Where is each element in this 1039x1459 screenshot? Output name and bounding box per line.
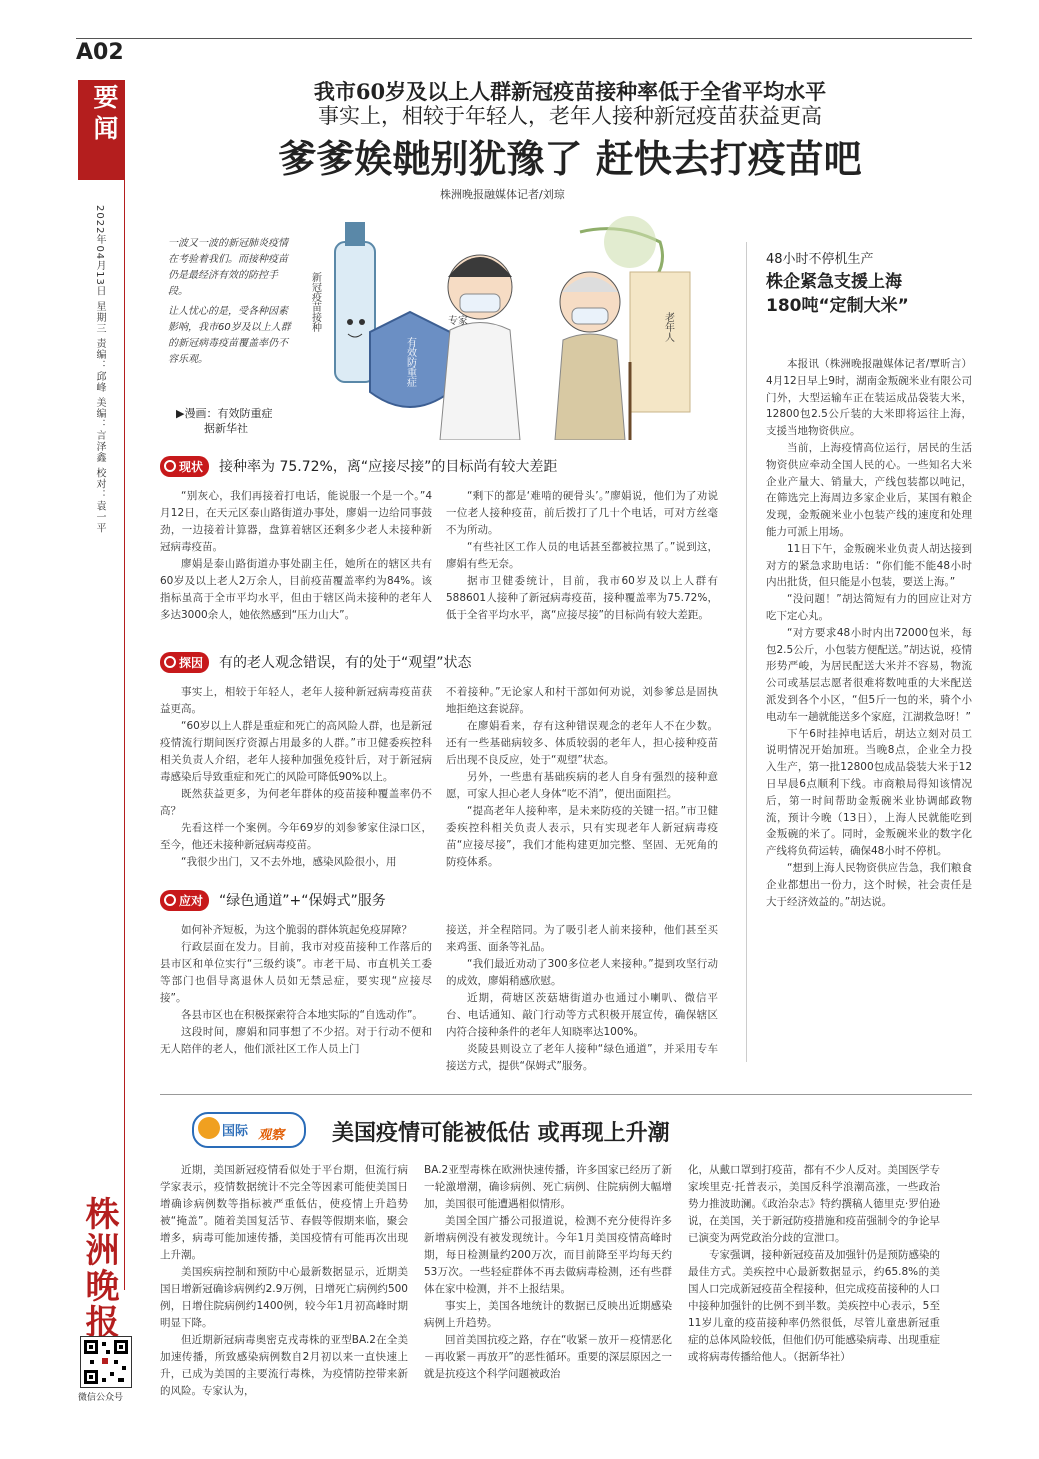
international-col2 bbox=[424, 1162, 672, 1383]
section-tag bbox=[160, 652, 209, 673]
section-response-header bbox=[160, 890, 386, 911]
paragraph: 专家强调，接种新冠疫苗及加强针仍是预防感染的最佳方式。美疾控中心最新数据显示，约65.8%的美国人口完成新冠疫苗全程接种，但完成疫苗接种的人口中接种加强针的比例不到半数。美疾控中心表示，5至11岁儿童的疫苗接种率仍然很低，尽管儿童患新冠重症的总体风险较低，但他们仍可能感染病毒、出现重症或将病毒传播给他人。（据新华社） bbox=[688, 1249, 940, 1363]
paragraph: “对方要求48小时内出72000包米，每包2.5公斤，小包装方便配送。”胡达说，疫情形势严峻，为居民配送大米并不容易，物流公司或基层志愿者很难将数吨重的大米配送派发到各个小区，“但5斤一包的米，骑个小电动车一趟就能送多个家庭，江湖救急呀！” bbox=[766, 626, 972, 723]
paragraph: 回首美国抗疫之路，存在“收紧－放开－疫情恶化－再收紧－再放开”的恶性循环。重要的深层原因之一就是抗疫这个科学问题被政治 bbox=[424, 1334, 672, 1380]
paragraph: “我们最近劝动了300多位老人来接种。”提到攻坚行动的成效，廖娟稍感欣慰。 bbox=[446, 958, 718, 987]
section-label: 要闻 bbox=[90, 84, 119, 146]
paragraph: 行政层面在发力。目前，我市对疫苗接种工作落后的县市区和单位实行“三级约谈”。市老干局、市直机关工委等部门也倡导离退休人员如无禁忌症，要实现“应接尽接”。 bbox=[160, 941, 432, 1004]
section-response-col2 bbox=[446, 922, 718, 1075]
subhead-2: 事实上，相较于年轻人，老年人接种新冠疫苗获益更高 bbox=[318, 104, 822, 128]
illustration-quote bbox=[168, 236, 293, 368]
left-accent-rule bbox=[124, 80, 125, 1290]
paragraph: 如何补齐短板，为这个脆弱的群体筑起免疫屏障？ bbox=[181, 924, 412, 936]
paragraph: 11日下午，金叛碗米业负责人胡达接到对方的紧急求助电话：“你们能不能48小时内出批货，但只能是小包装，要送上海。” bbox=[766, 542, 972, 589]
section-cause-col1 bbox=[160, 684, 432, 871]
section-title: 有的老人观念错误，有的处于“观望”状态 bbox=[219, 655, 472, 671]
dateline: 2022年04月13日 星期三 责编：邱峰 美编：言泽鑫 校对：袁一平 bbox=[94, 205, 105, 534]
caption-line-2: 据新华社 bbox=[204, 422, 248, 435]
headline: 爹爹娭毑别犹豫了 赶快去打疫苗吧 bbox=[278, 137, 862, 181]
paragraph: “60岁以上人群是重症和死亡的高风险人群，也是新冠疫情流行期间医疗资源占用最多的人群。”市卫健委疾控科相关负责人介绍，老年人接种加强免疫针后，对于新冠病毒感染后导致重症和死亡的风险可降低90%以上。 bbox=[160, 720, 432, 783]
paragraph: 下午6时挂掉电话后，胡达立刻对员工说明情况开始加班。当晚8点，企业全力投入生产，第一批12800包成品袋装大米于12日早晨6点顺利下线。市商粮局得知该情况后，第一时间帮助金叛碗米业协调邮政物流，预计今晚（13日），上海人民就能吃到金叛碗的米了。同时，金叛碗米业的数字化产线将负荷运转，确保48小时不停机。 bbox=[766, 727, 972, 858]
badge-word-2: 观察 bbox=[258, 1128, 285, 1143]
section-title: 接种率为 75.72%，离“应接尽接”的目标尚有较大差距 bbox=[219, 459, 558, 475]
paragraph: 事实上，相较于年轻人，老年人接种新冠病毒疫苗获益更高。 bbox=[160, 686, 432, 715]
section-tab bbox=[78, 80, 124, 180]
paragraph: “没问题！”胡达简短有力的回应让对方吃下定心丸。 bbox=[766, 593, 972, 622]
paragraph: 廖娟是泰山路街道办事处副主任，她所在的辖区共有60岁及以上老人2万余人，目前疫苗覆盖率约为84%。该指标虽高于全市平均水平，但由于辖区尚未接种的老年人多达3000余人，她依然感到“压力山大”。 bbox=[160, 558, 432, 621]
section-tag bbox=[160, 456, 209, 477]
elder-figure bbox=[555, 272, 630, 440]
label-elder: 老年人 bbox=[662, 312, 674, 342]
paragraph: 近期，美国新冠疫情看似处于平台期，但流行病学家表示，疫情数据统计不完全等因素可能使美国日增确诊病例数等指标被严重低估，使疫情上升趋势被“掩盖”。随着美国复活节、春假等假期来临，聚会增多，病毒可能加速传播，美国疫情有可能再次出现上升潮。 bbox=[160, 1164, 408, 1261]
badge-word-1: 国际 bbox=[222, 1124, 249, 1139]
sidebar-title-line2: 180吨“定制大米” bbox=[766, 296, 909, 316]
international-col1 bbox=[160, 1162, 408, 1400]
qr-code-icon[interactable] bbox=[80, 1336, 132, 1388]
illustration-caption bbox=[176, 406, 272, 436]
paragraph: “想到上海人民物资供应告急，我们粮食企业都想出一份力，这个时候，社会责任是大于经济效益的。”胡达说。 bbox=[766, 861, 972, 908]
label-expert: 专家 bbox=[448, 316, 468, 327]
paragraph: “提高老年人接种率，是未来防疫的关键一招。”市卫健委疾控科相关负责人表示，只有实现老年人新冠病毒疫苗“应接尽接”，我们才能构建更加完整、坚固、无死角的防疫体系。 bbox=[446, 805, 718, 868]
section-status-col2 bbox=[446, 488, 718, 624]
label-shield: 有效防重症 bbox=[404, 337, 416, 387]
paragraph: 这段时间，廖娟和同事想了不少招。对于行动不便和无人陪伴的老人，他们派社区工作人员上门 bbox=[160, 1026, 432, 1055]
paragraph: 不着接种。”无论家人和村干部如何劝说，刘参爹总是固执地拒绝这套说辞。 bbox=[446, 686, 718, 715]
top-rule bbox=[76, 38, 972, 39]
paragraph: 在廖娟看来，存有这种错误观念的老年人不在少数。还有一些基础病较多、体质较弱的老年人，担心接种疫苗后出现不良反应，处于“观望”状态。 bbox=[446, 720, 718, 766]
qr-label: 微信公众号 bbox=[78, 1393, 124, 1403]
paragraph: “剩下的都是‘难啃的硬骨头’。”廖娟说，他们为了劝说一位老人接种疫苗，前后拨打了几十个电话，可对方丝毫不为所动。 bbox=[446, 490, 718, 536]
paragraph: 据市卫健委统计，目前，我市60岁及以上人群有588601人接种了新冠病毒疫苗，接种覆盖率为75.72%，低于全省平均水平，离“应接尽接”的目标尚有较大差距。 bbox=[446, 575, 718, 621]
section-cause-header bbox=[160, 652, 472, 673]
international-col3 bbox=[688, 1162, 940, 1366]
paragraph: BA.2亚型毒株在欧洲快速传播，许多国家已经历了新一轮激增潮，确诊病例、死亡病例、住院病例大幅增加，美国很可能遭遇相似情形。 bbox=[424, 1164, 672, 1210]
international-title: 美国疫情可能被低估 或再现上升潮 bbox=[332, 1121, 670, 1146]
paragraph: “别灰心，我们再接着打电话，能说服一个是一个。”4月12日，在天元区泰山路街道办事处，廖娟一边给同事鼓劲，一边接着计算器，盘算着辖区还剩多少老人未接种新冠病毒疫苗。 bbox=[160, 490, 432, 553]
paragraph: 但近期新冠病毒奥密克戎毒株的亚型BA.2在全美加速传播，所致感染病例数自2月初以来一直快速上升，已成为美国的主要流行毒株，为疫情防控带来新的风险。专家认为， bbox=[160, 1334, 408, 1397]
subhead-1: 我市60岁及以上人群新冠疫苗接种率低于全省平均水平 bbox=[313, 79, 827, 104]
tag-label: 现状 bbox=[179, 460, 204, 474]
paragraph: 当前，上海疫情高位运行，居民的生活物资供应牵动全国人民的心。一些知名大米企业产量大、销量大，产线包装都以吨记，在筛选完上海周边多家企业后，某国有粮企发现，金叛碗米业小包装产线的速度和处理能力可派上用场。 bbox=[766, 441, 972, 538]
section-cause-col2 bbox=[446, 684, 718, 871]
paragraph: 美国全国广播公司报道说，检测不充分使得许多新增病例没有被发现统计。今年1月美国疫情高峰时期，每日检测量约200万次，而目前降至平均每天约53万次。一些轻症群体不再去做病毒检测，还有些群体在家中检测，并不上报结果。 bbox=[424, 1215, 672, 1295]
section-status-col1 bbox=[160, 488, 432, 624]
section-title: “绿色通道”+“保姆式”服务 bbox=[219, 893, 386, 909]
quote-para-1: 一波又一波的新冠肺炎疫情在考验着我们。而接种疫苗仍是最经济有效的防控手段。 bbox=[168, 238, 288, 297]
section-tag bbox=[160, 890, 209, 911]
expert-figure bbox=[440, 255, 520, 440]
newspaper-logo: 株洲晚报 bbox=[79, 1196, 119, 1340]
sidebar-title-line1: 株企紧急支援上海 bbox=[766, 272, 902, 292]
paragraph: 先看这样一个案例。今年69岁的刘参爹家住渌口区，至今，他还未接种新冠病毒疫苗。 bbox=[160, 822, 432, 851]
section-status-header bbox=[160, 456, 557, 477]
paragraph: 化，从戴口罩到打疫苗，都有不少人反对。美国医学专家埃里克·托普表示，美国反科学浪潮高涨，一些政治势力推波助澜。《政治杂志》特约撰稿人德里克·罗伯逊说，在美国，关于新冠防疫措施和疫苗强制令的争论早已演变为两党政治分歧的宣泄口。 bbox=[688, 1164, 940, 1244]
label-vaccine: 新冠疫苗接种 bbox=[309, 272, 321, 332]
globe-icon bbox=[198, 1117, 220, 1139]
byline: 株洲晚报融媒体记者/刘琼 bbox=[440, 188, 565, 201]
column-divider bbox=[746, 242, 747, 1062]
tag-label: 应对 bbox=[179, 894, 204, 908]
paragraph: 炎陵县则设立了老年人接种“绿色通道”，并采用专车接送方式，提供“保姆式”服务。 bbox=[446, 1043, 718, 1072]
section-divider bbox=[160, 1094, 972, 1095]
paragraph: 美国疾病控制和预防中心最新数据显示，近期美国日增新冠确诊病例约2.9万例，日增死亡病例约500例，日增住院病例约1400例，较今年1月初高峰时期明显下降。 bbox=[160, 1266, 408, 1329]
paragraph: 既然获益更多，为何老年群体的疫苗接种覆盖率仍不高？ bbox=[160, 788, 432, 817]
quote-para-2: 让人忧心的是，受各种因素影响，我市60岁及以上人群的新冠病毒疫苗覆盖率仍不容乐观。 bbox=[168, 306, 291, 365]
paragraph: “我很少出门，又不去外地，感染风险很小，用 bbox=[181, 856, 397, 868]
paragraph: 本报讯（株洲晚报融媒体记者/覃昕言）4月12日早上9时，湖南金叛碗米业有限公司门外，大型运输车正在装运成品袋装大米，12800包2.5公斤装的大米即将运往上海，支援当地物资供应。 bbox=[766, 358, 972, 438]
paragraph: 各县市区也在积极探索符合本地实际的“自选动作”。 bbox=[181, 1009, 423, 1021]
paragraph: “有些社区工作人员的电话甚至都被拉黑了。”说到这，廖娟有些无奈。 bbox=[446, 541, 718, 570]
tag-label: 探因 bbox=[179, 656, 204, 670]
sidebar-body bbox=[766, 356, 972, 910]
caption-line-1: ▶漫画：有效防重症 bbox=[176, 407, 273, 420]
sidebar-kicker: 48小时不停机生产 bbox=[766, 252, 874, 267]
international-badge bbox=[192, 1112, 306, 1148]
sidebar-title bbox=[766, 270, 966, 318]
paragraph: 另外，一些患有基础疾病的老人自身有强烈的接种意愿，可家人担心老人身体“吃不消”，便出面阻拦。 bbox=[446, 771, 718, 800]
paragraph: 近期，荷塘区茨菇塘街道办也通过小喇叭、微信平台、电话通知、敲门行动等方式积极开展宣传，确保辖区内符合接种条件的老年人知晓率达100%。 bbox=[446, 992, 718, 1038]
section-response-col1 bbox=[160, 922, 432, 1058]
paragraph: 事实上，美国各地统计的数据已反映出近期感染病例上升趋势。 bbox=[424, 1300, 672, 1329]
paragraph: 接送，并全程陪同。为了吸引老人前来接种，他们甚至买来鸡蛋、面条等礼品。 bbox=[446, 924, 718, 953]
page-number: A02 bbox=[76, 40, 124, 65]
